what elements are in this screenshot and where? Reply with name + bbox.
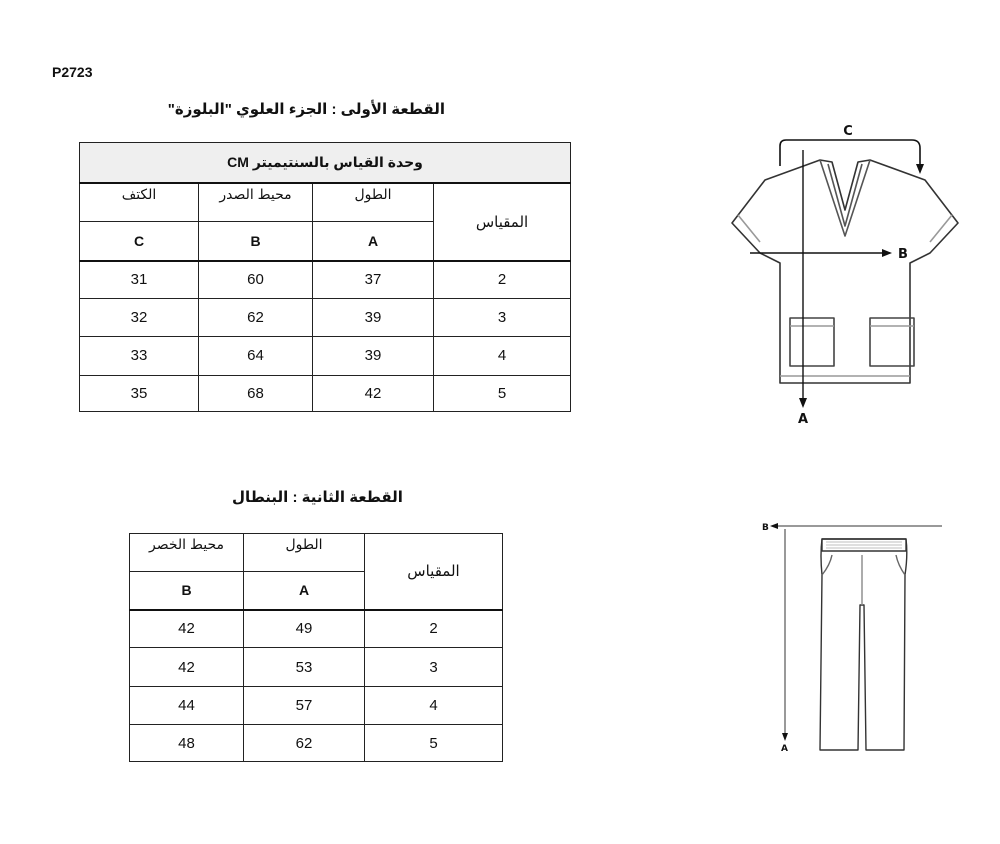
pants-label-a: A <box>781 744 788 754</box>
shirt-label-c: C <box>843 124 853 139</box>
length-column-header: الطول <box>244 534 365 572</box>
waist-cell: 42 <box>130 648 244 687</box>
waist-cell: 48 <box>130 725 244 762</box>
size-cell: 5 <box>365 725 503 762</box>
chest-cell: 64 <box>199 336 313 375</box>
shoulder-column-header: الكتف <box>80 183 199 221</box>
table-row <box>130 687 503 725</box>
shoulder-cell: 35 <box>80 375 199 411</box>
length-cell: 42 <box>313 375 434 411</box>
waist-cell: 42 <box>130 610 244 648</box>
length-cell: 39 <box>313 298 434 336</box>
table-row <box>80 261 571 298</box>
chest-column-header: محيط الصدر <box>199 183 313 221</box>
size-cell: 3 <box>365 648 503 687</box>
top-section-title: القطعة الأولى : الجزء العلوي "البلوزة" <box>167 101 445 118</box>
product-code: P2723 <box>52 64 93 80</box>
shirt-diagram <box>720 118 980 428</box>
length-cell: 37 <box>313 261 434 298</box>
table-row <box>80 375 571 411</box>
bottom-size-table <box>129 533 503 762</box>
length-cell: 53 <box>244 648 365 687</box>
length-letter: A <box>244 572 365 610</box>
size-cell: 4 <box>434 336 571 375</box>
table-row <box>80 298 571 336</box>
top-size-table <box>79 142 571 412</box>
pants-label-b: B <box>762 523 769 533</box>
shoulder-cell: 33 <box>80 336 199 375</box>
shirt-label-b: B <box>898 247 908 262</box>
length-column-header: الطول <box>313 183 434 221</box>
waist-cell: 44 <box>130 687 244 725</box>
table-row <box>130 610 503 648</box>
size-cell: 5 <box>434 375 571 411</box>
shoulder-letter: C <box>80 221 199 261</box>
chest-cell: 62 <box>199 298 313 336</box>
length-cell: 39 <box>313 336 434 375</box>
waist-column-header: محيط الخصر <box>130 534 244 572</box>
waist-letter: B <box>130 572 244 610</box>
bottom-section-title: القطعة الثانية : البنطال <box>232 489 403 506</box>
size-column-header: المقياس <box>365 534 503 610</box>
table-row <box>130 725 503 762</box>
length-cell: 49 <box>244 610 365 648</box>
length-cell: 62 <box>244 725 365 762</box>
size-column-header: المقياس <box>434 183 571 261</box>
chest-letter: B <box>199 221 313 261</box>
size-cell: 3 <box>434 298 571 336</box>
size-cell: 4 <box>365 687 503 725</box>
chest-cell: 60 <box>199 261 313 298</box>
unit-header: وحدة القياس بالسنتيميتر CM <box>80 143 571 184</box>
shoulder-cell: 31 <box>80 261 199 298</box>
pants-diagram <box>760 515 950 755</box>
size-cell: 2 <box>365 610 503 648</box>
shoulder-cell: 32 <box>80 298 199 336</box>
shirt-label-a: A <box>797 412 809 427</box>
table-row <box>80 336 571 375</box>
length-letter: A <box>313 221 434 261</box>
chest-cell: 68 <box>199 375 313 411</box>
table-row <box>130 648 503 687</box>
length-cell: 57 <box>244 687 365 725</box>
size-cell: 2 <box>434 261 571 298</box>
